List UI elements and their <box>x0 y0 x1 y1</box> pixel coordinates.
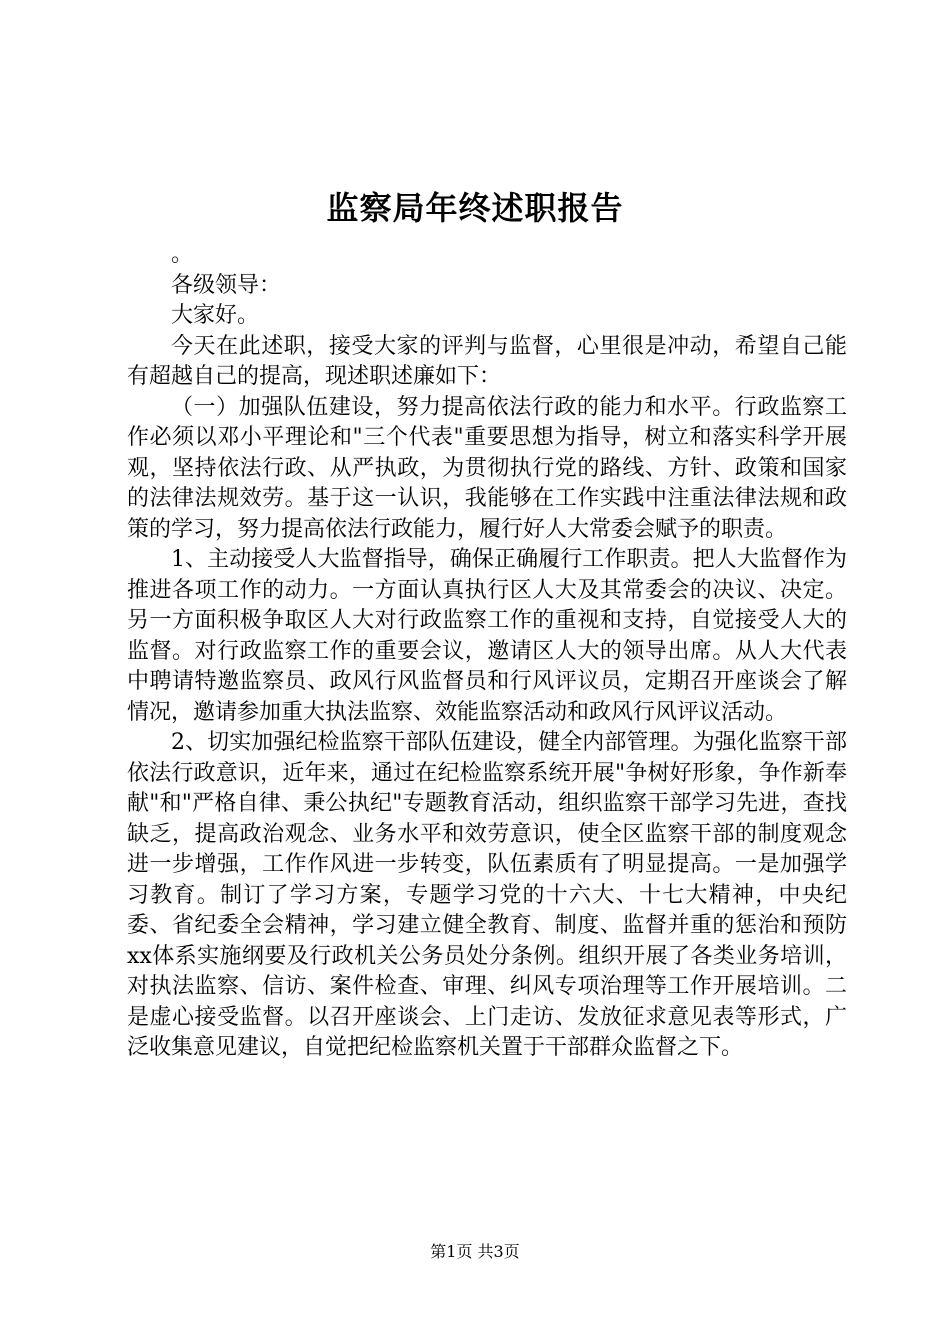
paragraph-salutation: 各级领导： <box>171 272 282 298</box>
paragraph-greeting: 大家好。 <box>171 303 260 328</box>
page-footer: 第1页 共3页 <box>430 1242 520 1261</box>
paragraph-item-1: 1、主动接受人大监督指导，确保正确履行工作职责。把人大监督作为推进各项工作的动力。一方面认真执行区人大及其常委会的决议、决定。另一方面积极争取区人大对行政监察工作的重视和支持，自觉接受人大的监督。对行政监察工作的重要会议，邀请区人大的领导出席。从人大代表中聘请特邀监察员、政风行风监督员和行风评议员，定期召开座谈会了解情况，邀请参加重大执法监察、效能监察活动和政风行风评议活动。 <box>127 547 847 725</box>
paragraph-item-2: 2、切实加强纪检监察干部队伍建设，健全内部管理。为强化监察干部依法行政意识，近年来，通过在纪检监察系统开展"争树好形象，争作新奉献"和"严格自律、秉公执纪"专题教育活动，组织监察干部学习先进，查找缺乏，提高政治观念、业务水平和效劳意识，使全区监察干部的制度观念进一步增强，工作作风进一步转变，队伍素质有了明显提高。一是加强学习教育。制订了学习方案，专题学习党的十六大、十七大精神，中央纪委、省纪委全会精神，学习建立健全教育、制度、监督并重的惩治和预防xx体系实施纲要及行政机关公务员处分条例。组织开展了各类业务培训，对执法监察、信访、案件检查、审理、纠风专项治理等工作开展培训。二是虚心接受监督。以召开座谈会、上门走访、发放征求意见表等形式，广泛收集意见建议，自觉把纪检监察机关置于干部群众监督之下。 <box>127 730 847 1060</box>
document-title: 监察局年终述职报告 <box>326 189 624 227</box>
paragraph-intro: 今天在此述职，接受大家的评判与监督，心里很是冲动，希望自己能有超越自己的提高，现述职述廉如下： <box>127 333 847 389</box>
document-body <box>127 240 847 1064</box>
paragraph-section-1: （一）加强队伍建设，努力提高依法行政的能力和水平。行政监察工作必须以邓小平理论和"三个代表"重要思想为指导，树立和落实科学开展观，坚持依法行政、从严执政，为贯彻执行党的路线、方针、政策和国家的法律法规效劳。基于这一认识，我能够在工作实践中注重法律法规和政策的学习，努力提高依法行政能力，履行好人大常委会赋予的职责。 <box>127 394 847 542</box>
paragraph-period: 。 <box>171 242 194 267</box>
